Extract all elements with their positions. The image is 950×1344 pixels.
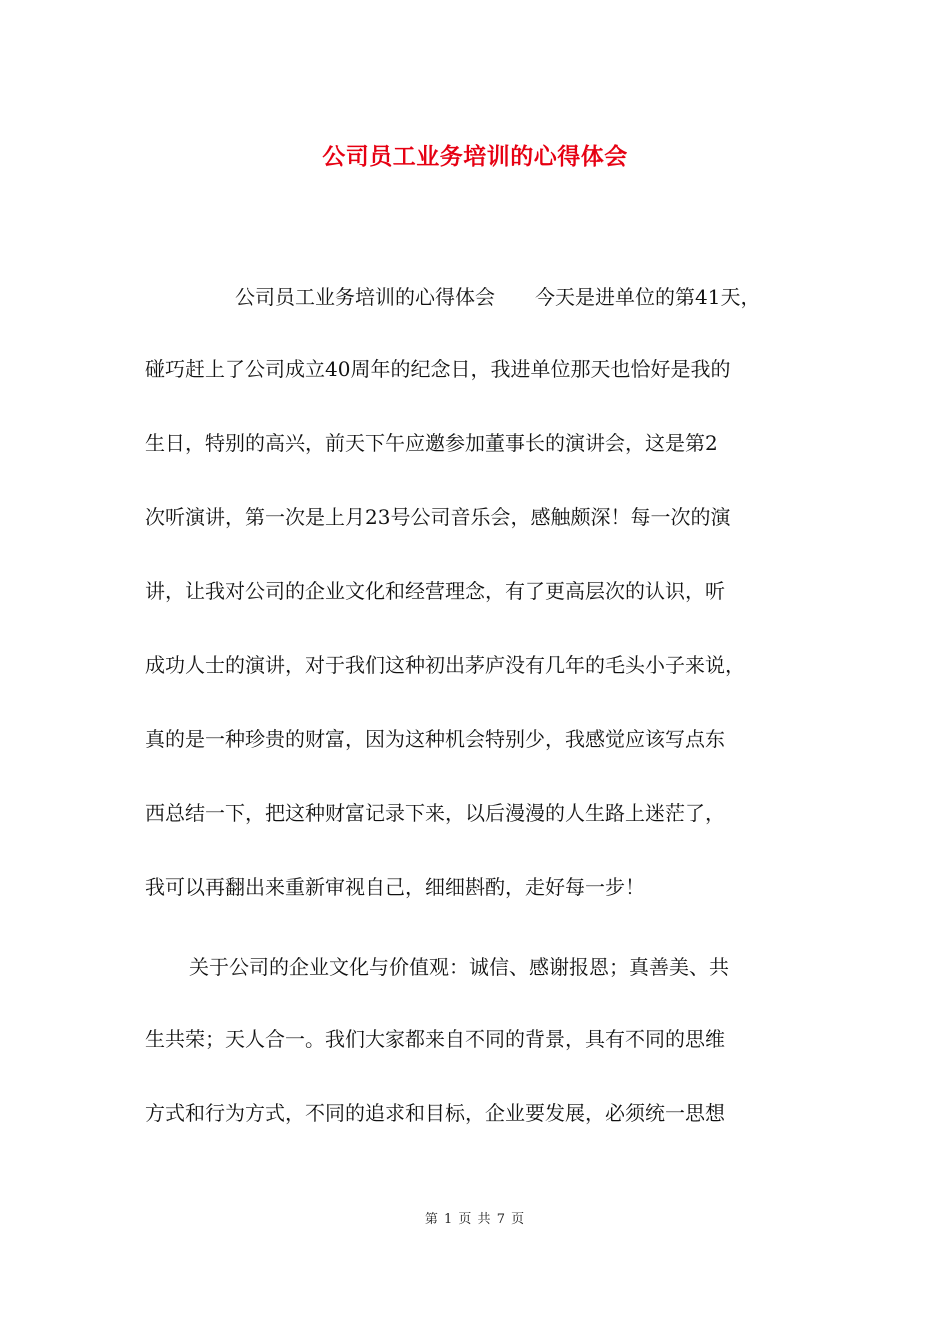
paragraph-line: 生日，特别的高兴，前天下午应邀参加董事长的演讲会，这是第2 bbox=[145, 431, 718, 455]
document-title: 公司员工业务培训的心得体会 bbox=[322, 143, 628, 170]
paragraph-line: 碰巧赶上了公司成立40周年的纪念日，我进单位那天也恰好是我的 bbox=[145, 357, 731, 381]
paragraph-line: 方式和行为方式，不同的追求和目标，企业要发展，必须统一思想 bbox=[145, 1101, 725, 1125]
paragraph-line: 西总结一下，把这种财富记录下来，以后漫漫的人生路上迷茫了， bbox=[145, 801, 725, 825]
paragraph-line: 成功人士的演讲，对于我们这种初出茅庐没有几年的毛头小子来说， bbox=[145, 653, 745, 677]
page-footer: 第 1 页 共 7 页 bbox=[424, 1212, 526, 1227]
paragraph-line: 公司员工业务培训的心得体会 今天是进单位的第41天， bbox=[235, 285, 761, 309]
paragraph-line: 关于公司的企业文化与价值观：诚信、感谢报恩；真善美、共 bbox=[189, 955, 729, 979]
paragraph-line: 讲，让我对公司的企业文化和经营理念，有了更高层次的认识，听 bbox=[145, 579, 725, 603]
paragraph-line: 次听演讲，第一次是上月23号公司音乐会，感触颇深！每一次的演 bbox=[145, 505, 731, 529]
paragraph-line: 我可以再翻出来重新审视自己，细细斟酌，走好每一步！ bbox=[145, 875, 645, 899]
paragraph-line: 生共荣；天人合一。我们大家都来自不同的背景，具有不同的思维 bbox=[145, 1027, 725, 1051]
paragraph-line: 真的是一种珍贵的财富，因为这种机会特别少，我感觉应该写点东 bbox=[145, 727, 725, 751]
